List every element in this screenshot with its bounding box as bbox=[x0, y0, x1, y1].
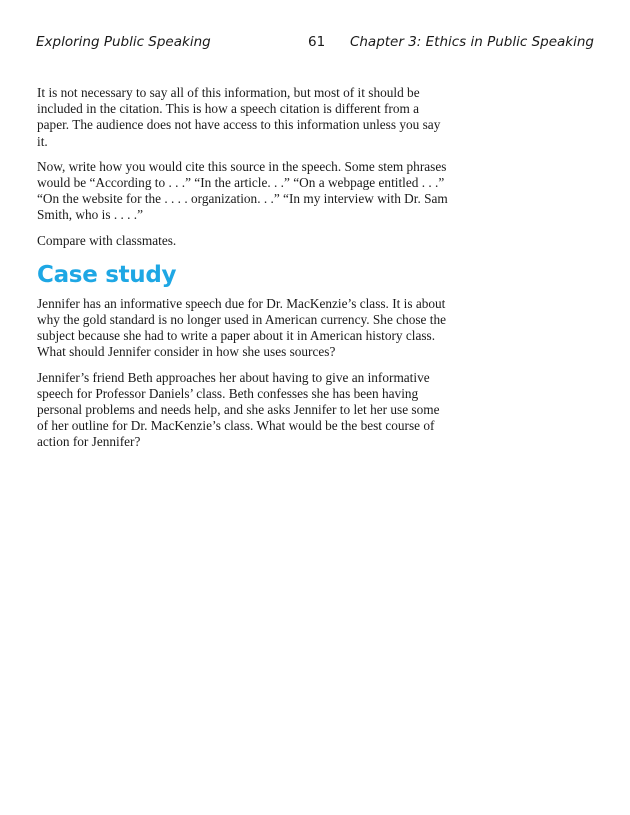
paragraph-stem-phrases: Now, write how you would cite this source in the speech. Some stem phrases would be “According to . . .” “In the article. . .” “On a webpage entitled . . .” “On the website for the . . . . organization. . .” “In my interview with Dr. Sam Smith, who is . . . .” bbox=[37, 158, 448, 223]
paragraph-case-jennifer: Jennifer has an informative speech due for Dr. MacKenzie’s class. It is about why the gold standard is no longer used in American currency. She chose the subject because she had to write a paper about it in American history class. What should Jennifer consider in how she uses sources? bbox=[37, 295, 447, 360]
page-number: 61 bbox=[308, 34, 326, 50]
paragraph-case-beth: Jennifer’s friend Beth approaches her about having to give an informative speech for Professor Daniels’ class. Beth confesses she has been having personal problems and needs help, and she asks Jennifer to let her use some of her outline for Dr. MacKenzie’s class. What would be the best course of action for Jennifer? bbox=[37, 369, 440, 450]
chapter-title: Chapter 3: Ethics in Public Speaking bbox=[349, 34, 594, 50]
page-body bbox=[37, 85, 449, 460]
section-heading-case-study: Case study bbox=[37, 261, 177, 288]
paragraph-compare: Compare with classmates. bbox=[37, 232, 177, 248]
running-header bbox=[36, 34, 594, 54]
book-title: Exploring Public Speaking bbox=[36, 34, 211, 50]
paragraph-citation-note: It is not necessary to say all of this information, but most of it should be included in the citation. This is how a speech citation is different from a paper. The audience does not have access to this information unless you say it. bbox=[37, 85, 441, 149]
